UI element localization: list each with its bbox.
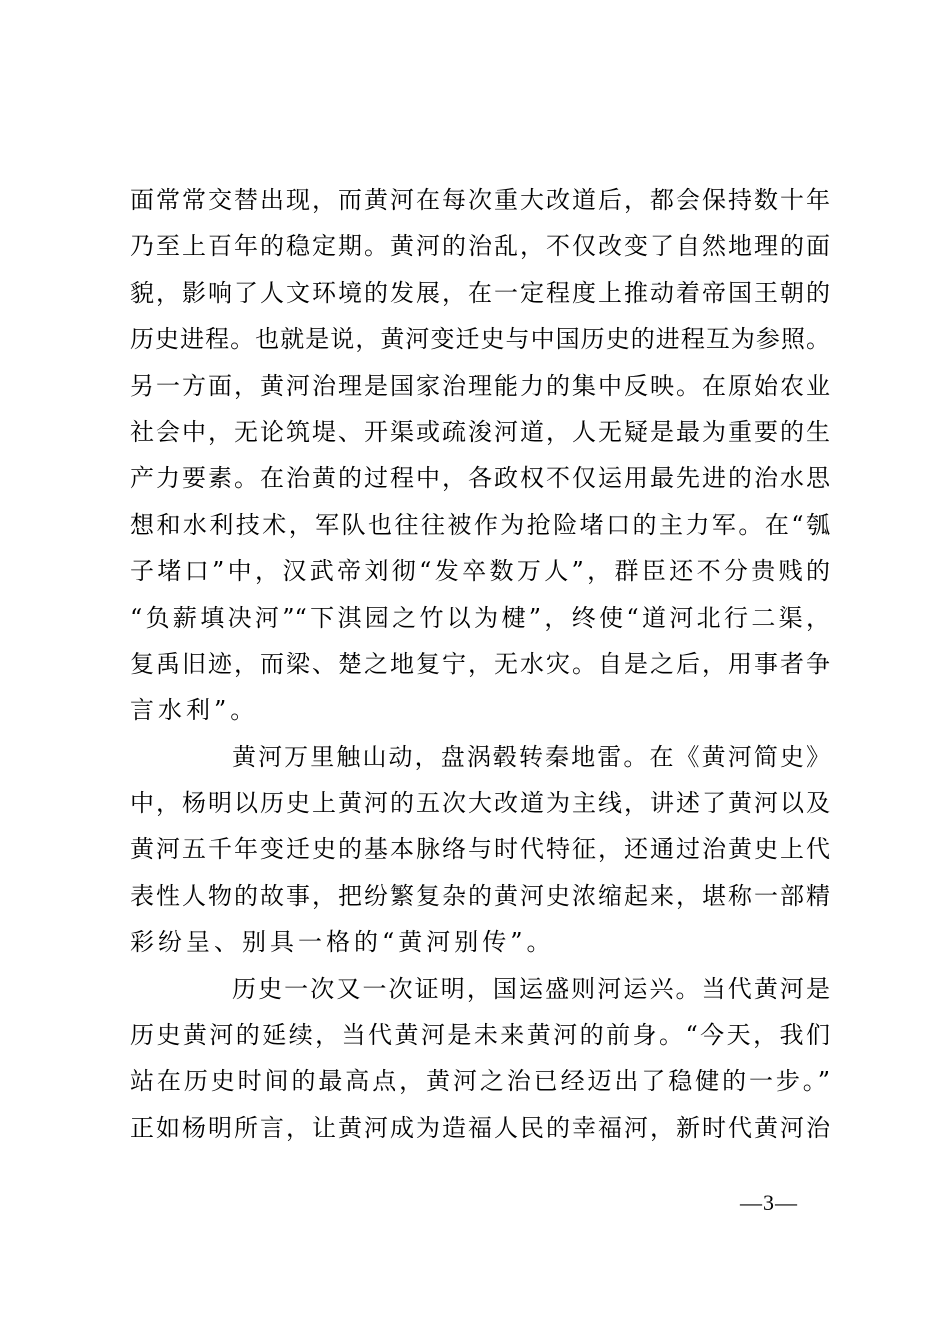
text-line: 乃至上百年的稳定期。黄河的治乱，不仅改变了自然地理的面 xyxy=(130,232,830,261)
text-line: 复禹旧迹，而梁、楚之地复宁，无水灾。自是之后，用事者争 xyxy=(130,649,830,678)
text-line: “负薪填决河”“下淇园之竹以为楗”，终使“道河北行二渠， xyxy=(130,603,830,632)
text-line: 产力要素。在治黄的过程中，各政权不仅运用最先进的治水思 xyxy=(130,464,830,493)
paragraph xyxy=(130,177,830,734)
text-line: 黄河五千年变迁史的基本脉络与时代特征，还通过治黄史上代 xyxy=(130,835,830,864)
text-line: 中，杨明以历史上黄河的五次大改道为主线，讲述了黄河以及 xyxy=(130,789,830,818)
text-line: 历史黄河的延续，当代黄河是未来黄河的前身。“今天，我们 xyxy=(130,1021,830,1050)
text-line: 社会中，无论筑堤、开渠或疏浚河道，人无疑是最为重要的生 xyxy=(130,417,830,446)
paragraph xyxy=(130,734,830,966)
text-line: 历史一次又一次证明，国运盛则河运兴。当代黄河是 xyxy=(232,974,830,1003)
paragraph xyxy=(130,966,830,1152)
text-line: 彩纷呈、别具一格的“黄河别传”。 xyxy=(130,928,555,957)
text-line: 子堵口”中，汉武帝刘彻“发卒数万人”，群臣还不分贵贱的 xyxy=(130,557,830,586)
document-body xyxy=(130,177,830,1151)
text-line: 想和水利技术，军队也往往被作为抢险堵口的主力军。在“瓠 xyxy=(130,510,830,539)
text-line: 历史进程。也就是说，黄河变迁史与中国历史的进程互为参照。 xyxy=(130,325,830,354)
text-line: 黄河万里触山动，盘涡毂转秦地雷。在《黄河简史》 xyxy=(232,742,830,771)
text-line: 站在历史时间的最高点，黄河之治已经迈出了稳健的一步。” xyxy=(130,1067,830,1096)
text-line: 貌，影响了人文环境的发展，在一定程度上推动着帝国王朝的 xyxy=(130,278,830,307)
text-line: 另一方面，黄河治理是国家治理能力的集中反映。在原始农业 xyxy=(130,371,830,400)
text-line: 表性人物的故事，把纷繁复杂的黄河史浓缩起来，堪称一部精 xyxy=(130,881,830,910)
text-line: 言水利”。 xyxy=(130,696,259,725)
text-line: 面常常交替出现，而黄河在每次重大改道后，都会保持数十年 xyxy=(130,186,830,214)
text-line: 正如杨明所言，让黄河成为造福人民的幸福河，新时代黄河治 xyxy=(130,1113,830,1142)
page-number: —3— xyxy=(740,1190,798,1215)
